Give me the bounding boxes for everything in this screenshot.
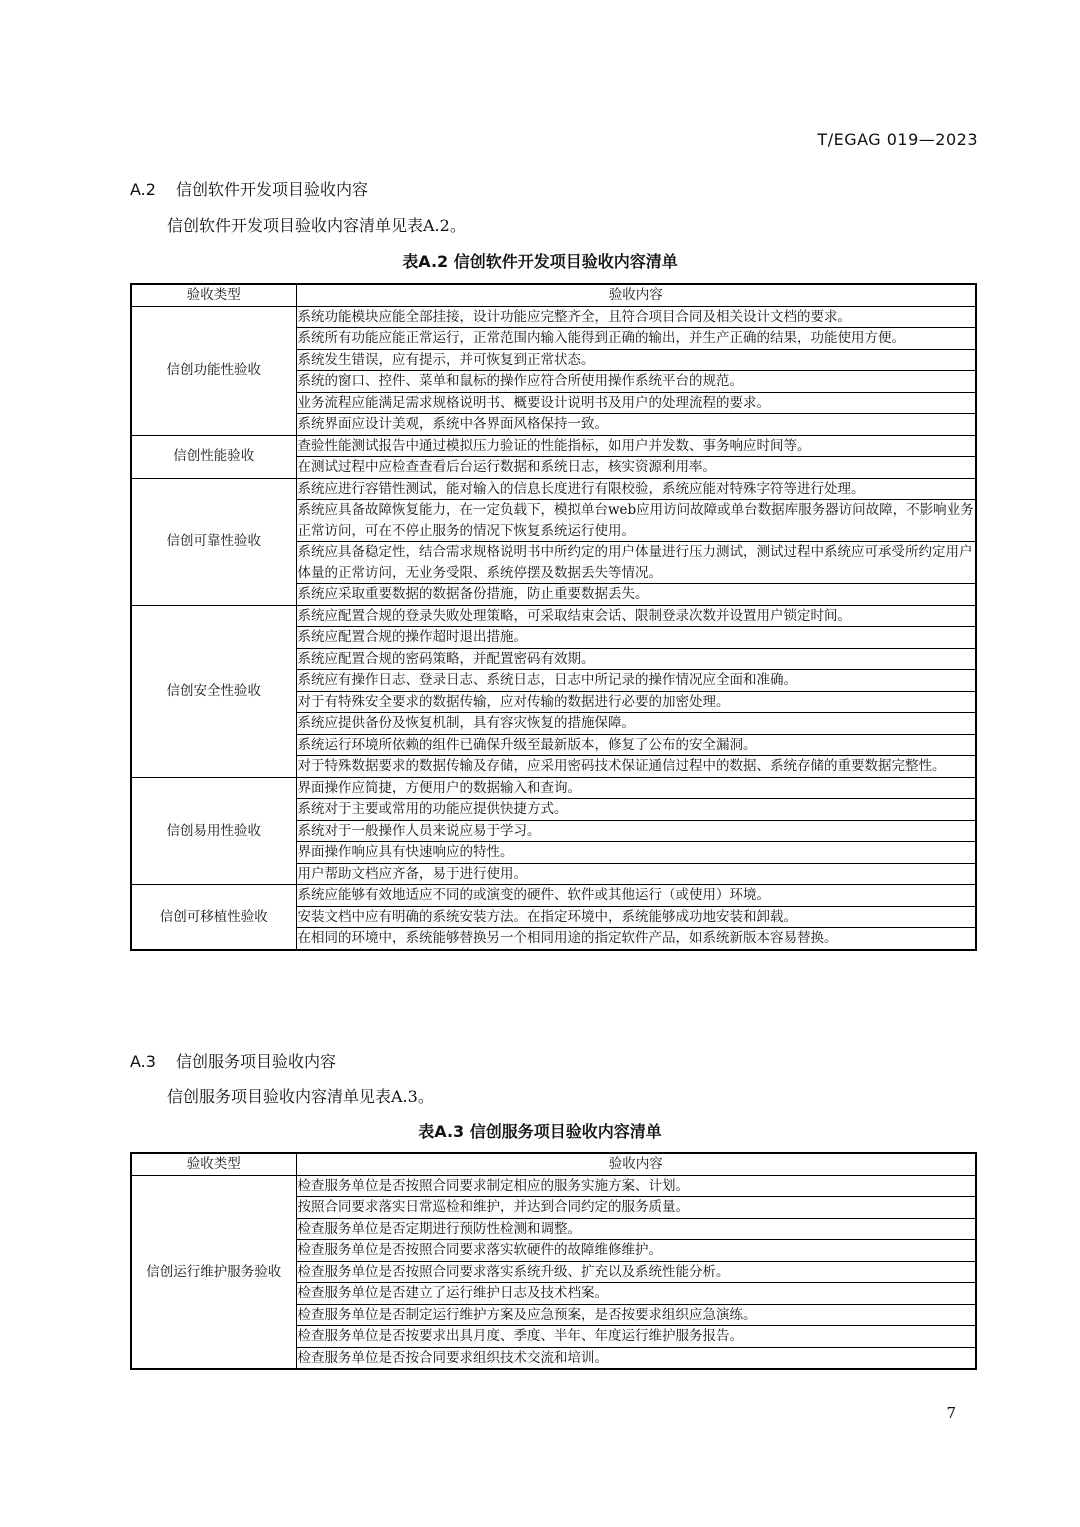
content-cell: 界面操作响应具有快速响应的特性。 xyxy=(296,842,976,864)
table-row xyxy=(131,478,976,500)
content-cell: 系统应有操作日志、登录日志、系统日志，日志中所记录的操作情况应全面和准确。 xyxy=(296,670,976,692)
section-a3-intro: 信创服务项目验收内容清单见表A.3。 xyxy=(167,1087,434,1106)
content-cell: 按照合同要求落实日常巡检和维护，并达到合同约定的服务质量。 xyxy=(296,1197,976,1219)
content-cell: 检查服务单位是否按照合同要求落实系统升级、扩充以及系统性能分析。 xyxy=(296,1261,976,1283)
content-cell: 系统发生错误，应有提示，并可恢复到正常状态。 xyxy=(296,349,976,371)
table-row xyxy=(131,1175,976,1197)
section-a3-title: 信创服务项目验收内容 xyxy=(176,1052,337,1071)
content-cell: 系统对于一般操作人员来说应易于学习。 xyxy=(296,820,976,842)
content-cell: 系统应配置合规的登录失败处理策略，可采取结束会话、限制登录次数并设置用户锁定时间。 xyxy=(296,605,976,627)
table-header-row xyxy=(131,284,976,306)
col-header-type: 验收类型 xyxy=(131,1153,296,1175)
category-cell: 信创性能验收 xyxy=(131,435,296,478)
category-cell: 信创功能性验收 xyxy=(131,306,296,435)
content-cell: 检查服务单位是否按要求出具月度、季度、半年、年度运行维护服务报告。 xyxy=(296,1326,976,1348)
col-header-content: 验收内容 xyxy=(296,1153,976,1175)
content-cell: 对于有特殊安全要求的数据传输，应对传输的数据进行必要的加密处理。 xyxy=(296,691,976,713)
section-a2-number: A.2 xyxy=(130,180,156,199)
content-cell: 系统应具备故障恢复能力，在一定负载下，模拟单台web应用访问故障或单台数据库服务器访问故障，不影响业务正常访问，可在不停止服务的情况下恢复系统运行使用。 xyxy=(296,500,976,542)
content-cell: 系统应采取重要数据的数据备份措施，防止重要数据丢失。 xyxy=(296,584,976,606)
table-header-row xyxy=(131,1153,976,1175)
content-cell: 用户帮助文档应齐备，易于进行使用。 xyxy=(296,863,976,885)
content-cell: 系统的窗口、控件、菜单和鼠标的操作应符合所使用操作系统平台的规范。 xyxy=(296,371,976,393)
content-cell: 系统界面应设计美观，系统中各界面风格保持一致。 xyxy=(296,414,976,436)
category-cell: 信创易用性验收 xyxy=(131,777,296,885)
category-cell: 信创可靠性验收 xyxy=(131,478,296,605)
category-cell: 信创安全性验收 xyxy=(131,605,296,777)
section-a2-intro: 信创软件开发项目验收内容清单见表A.2。 xyxy=(167,216,466,235)
content-cell: 系统应进行容错性测试，能对输入的信息长度进行有限校验，系统应能对特殊字符等进行处理。 xyxy=(296,478,976,500)
content-cell: 界面操作应简捷，方便用户的数据输入和查询。 xyxy=(296,777,976,799)
page-number: 7 xyxy=(946,1404,956,1422)
section-a3-number: A.3 xyxy=(130,1052,156,1071)
standard-code: T/EGAG 019—2023 xyxy=(817,130,978,149)
content-cell: 业务流程应能满足需求规格说明书、概要设计说明书及用户的处理流程的要求。 xyxy=(296,392,976,414)
content-cell: 系统应提供备份及恢复机制，具有容灾恢复的措施保障。 xyxy=(296,713,976,735)
col-header-type: 验收类型 xyxy=(131,284,296,306)
table-row xyxy=(131,885,976,907)
content-cell: 检查服务单位是否按合同要求组织技术交流和培训。 xyxy=(296,1347,976,1369)
content-cell: 检查服务单位是否按照合同要求制定相应的服务实施方案、计划。 xyxy=(296,1175,976,1197)
section-a2-heading xyxy=(130,177,368,200)
content-cell: 系统所有功能应能正常运行，正常范围内输入能得到正确的输出，并生产正确的结果，功能使用方便。 xyxy=(296,328,976,350)
col-header-content: 验收内容 xyxy=(296,284,976,306)
content-cell: 系统应配置合规的密码策略，并配置密码有效期。 xyxy=(296,648,976,670)
category-cell: 信创可移植性验收 xyxy=(131,885,296,950)
table-row xyxy=(131,777,976,799)
content-cell: 在测试过程中应检查查看后台运行数据和系统日志，核实资源利用率。 xyxy=(296,457,976,479)
section-a3-heading xyxy=(130,1049,336,1072)
content-cell: 查验性能测试报告中通过模拟压力验证的性能指标，如用户并发数、事务响应时间等。 xyxy=(296,435,976,457)
table-a3 xyxy=(130,1152,977,1370)
content-cell: 系统运行环境所依赖的组件已确保升级至最新版本，修复了公布的安全漏洞。 xyxy=(296,734,976,756)
content-cell: 系统对于主要或常用的功能应提供快捷方式。 xyxy=(296,799,976,821)
table-row xyxy=(131,605,976,627)
content-cell: 系统应能够有效地适应不同的或演变的硬件、软件或其他运行（或使用）环境。 xyxy=(296,885,976,907)
content-cell: 对于特殊数据要求的数据传输及存储，应采用密码技术保证通信过程中的数据、系统存储的重要数据完整性。 xyxy=(296,756,976,778)
category-cell: 信创运行维护服务验收 xyxy=(131,1175,296,1369)
table-a2-caption: 表A.2 信创软件开发项目验收内容清单 xyxy=(402,252,678,271)
table-a2 xyxy=(130,283,977,951)
content-cell: 系统应配置合规的操作超时退出措施。 xyxy=(296,627,976,649)
section-a2-title: 信创软件开发项目验收内容 xyxy=(176,180,369,199)
content-cell: 检查服务单位是否定期进行预防性检测和调整。 xyxy=(296,1218,976,1240)
content-cell: 系统功能模块应能全部挂接，设计功能应完整齐全，且符合项目合同及相关设计文档的要求。 xyxy=(296,306,976,328)
table-a3-caption: 表A.3 信创服务项目验收内容清单 xyxy=(418,1122,662,1141)
content-cell: 在相同的环境中，系统能够替换另一个相同用途的指定软件产品，如系统新版本容易替换。 xyxy=(296,928,976,950)
table-row xyxy=(131,435,976,457)
table-row xyxy=(131,306,976,328)
content-cell: 检查服务单位是否按照合同要求落实软硬件的故障维修维护。 xyxy=(296,1240,976,1262)
content-cell: 系统应具备稳定性，结合需求规格说明书中所约定的用户体量进行压力测试，测试过程中系统应可承受所约定用户体量的正常访问，无业务受限、系统停摆及数据丢失等情况。 xyxy=(296,542,976,584)
content-cell: 检查服务单位是否建立了运行维护日志及技术档案。 xyxy=(296,1283,976,1305)
content-cell: 检查服务单位是否制定运行维护方案及应急预案，是否按要求组织应急演练。 xyxy=(296,1304,976,1326)
content-cell: 安装文档中应有明确的系统安装方法。在指定环境中，系统能够成功地安装和卸载。 xyxy=(296,906,976,928)
